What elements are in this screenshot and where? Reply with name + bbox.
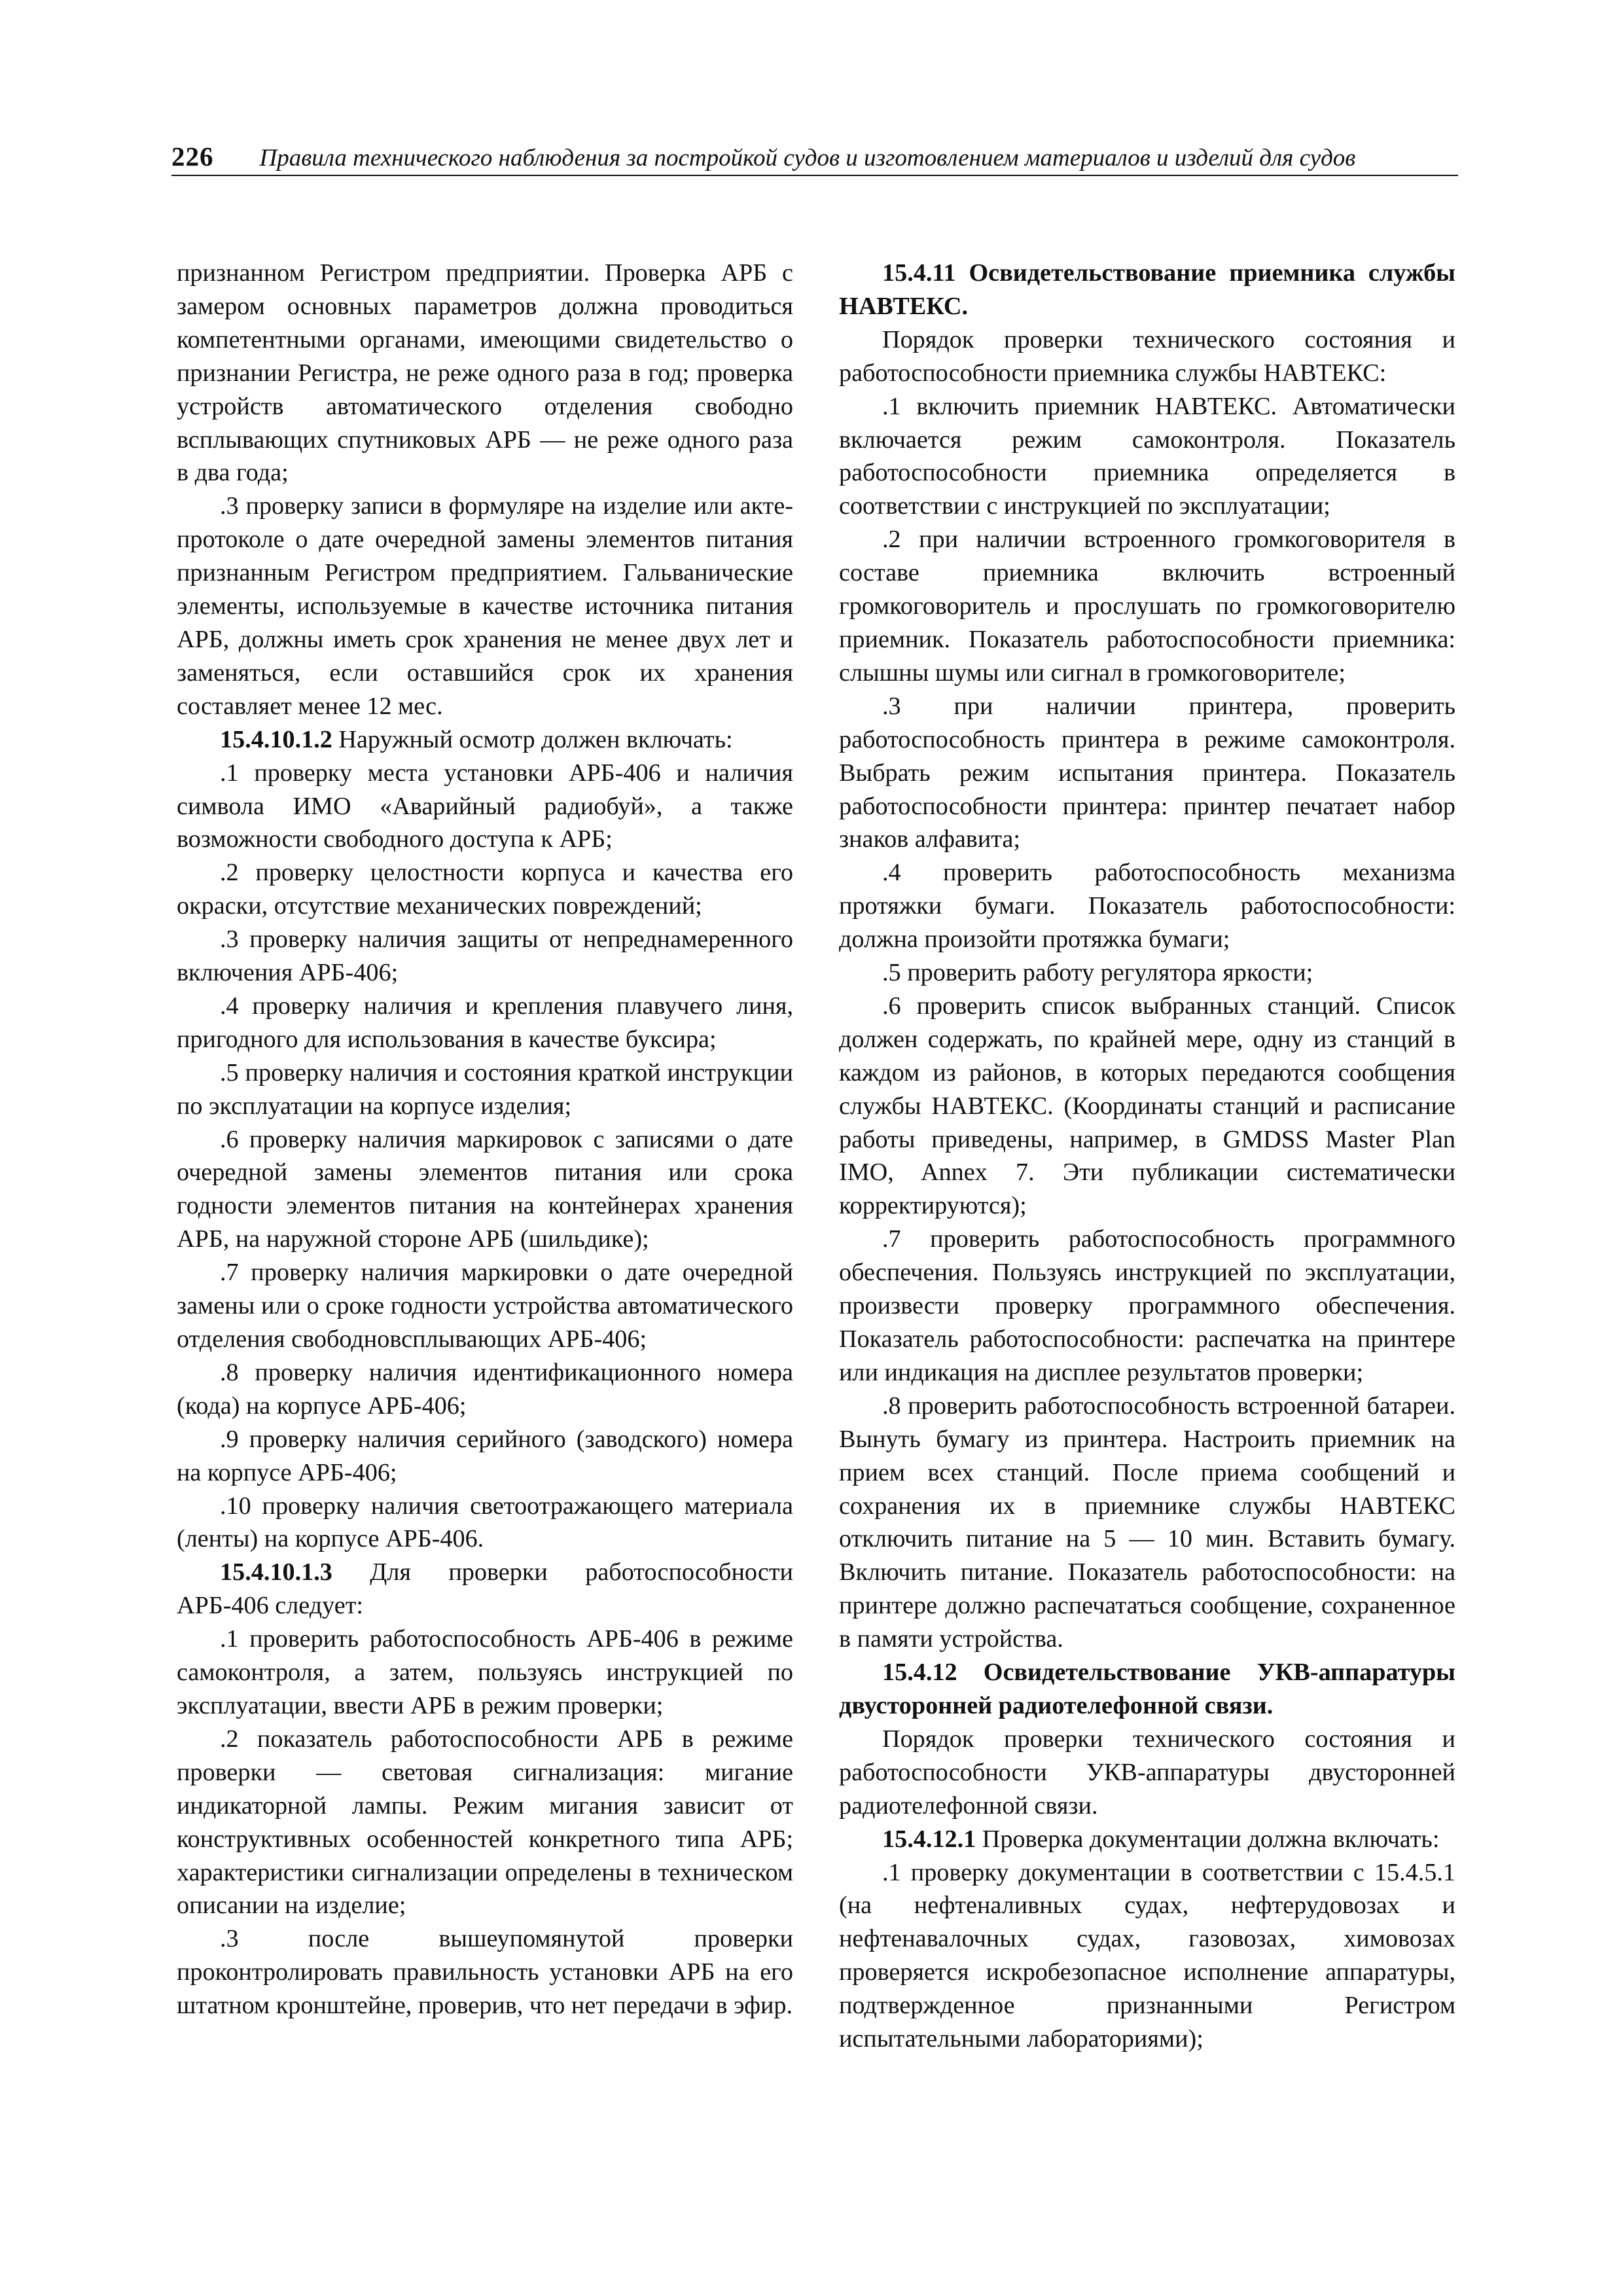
paragraph: .3 при наличии принтера, проверить работоспособность принтера в режиме самоконтроля. Выбрать режим испытания принтера. Показатель работоспособности принтера: принтер печатает набор знаков алфавита; xyxy=(839,692,1455,853)
paragraph: .1 включить приемник НАВТЕКС. Автоматически включается режим самоконтроля. Показатель работоспособности приемника определяется в соответствии с инструкцией по эксплуатации; xyxy=(839,392,1455,520)
running-title: Правила технического наблюдения за постройкой судов и изготовлением материалов и изделий для судов xyxy=(259,145,1356,171)
paragraph: .6 проверить список выбранных станций. Список должен содержать, по крайней мере, одну из станций в каждом из районов, в которых передаются сообщения службы НАВТЕКС. (Координаты станций и расписание работы приведены, например, в GMDSS Master Plan IMO, Annex 7. Эти публикации систематически корректируются); xyxy=(839,992,1455,1220)
paragraph: Порядок проверки технического состояния и работоспособности УКВ-аппаратуры двусторонней радиотелефонной связи. xyxy=(839,1725,1455,1820)
paragraph: .4 проверить работоспособность механизма протяжки бумаги. Показатель работоспособности: должна произойти протяжка бумаги; xyxy=(839,859,1455,954)
section-heading-text: 15.4.11 Освидетельствование приемника службы НАВТЕКС. xyxy=(839,259,1455,320)
paragraph: .6 проверку наличия маркировок с записями о дате очередной замены элементов питания или срока годности элементов питания на контейнерах хранения АРБ, на наружной стороне АРБ (шильдике); xyxy=(177,1125,793,1253)
paragraph: .2 при наличии встроенного громкоговорителя в составе приемника включить встроенный громкоговоритель и прослушать по громкоговорителю приемник. Показатель работоспособности приемника: слышны шумы или сигнал в громкоговорителе; xyxy=(839,526,1455,687)
paragraph: .5 проверить работу регулятора яркости; xyxy=(882,959,1313,987)
paragraph: .3 проверку наличия защиты от непреднамеренного включения АРБ-406; xyxy=(177,925,793,987)
paragraph: признанном Регистром предприятии. Проверка АРБ с замером основных параметров должна проводиться компетентными органами, имеющими свидетельство о признании Регистра, не реже одного раза в год; проверка устройств автоматического отделения свободно всплывающих спутниковых АРБ — не реже одного раза в два года; xyxy=(177,259,793,487)
paragraph: .1 проверку документации в соответствии с 15.4.5.1 (на нефтеналивных судах, нефтерудовозах и нефтенавалочных судах, газовозах, химовозах проверяется искробезопасное исполнение аппаратуры, подтвержденное признанными Регистром испытательными лабораториями); xyxy=(839,1858,1455,2053)
paragraph xyxy=(177,1556,793,1623)
clause-number: 15.4.12.1 xyxy=(882,1825,976,1853)
paragraph: .8 проверить работоспособность встроенной батареи. Вынуть бумагу из принтера. Настроить приемник на прием всех станций. После приема сообщений и сохранения их в приемнике службы НАВТЕКС отключить питание на 5 — 10 мин. Вставить бумагу. Включить питание. Показатель работоспособности: на принтере должно распечататься сообщение, сохраненное в памяти устройства. xyxy=(839,1391,1455,1653)
clause-text: Для проверки работоспособности АРБ-406 следует: xyxy=(177,1558,793,1620)
paragraph: .10 проверку наличия светоотражающего материала (ленты) на корпусе АРБ-406. xyxy=(177,1492,793,1553)
right-column xyxy=(839,257,1455,2056)
section-heading xyxy=(839,257,1455,323)
paragraph: .9 проверку наличия серийного (заводского) номера на корпусе АРБ-406; xyxy=(177,1425,793,1486)
paragraph: .4 проверку наличия и крепления плавучего линя, пригодного для использования в качестве буксира; xyxy=(177,992,793,1053)
left-column xyxy=(177,257,793,2022)
clause-text: Наружный осмотр должен включать: xyxy=(332,725,733,753)
paragraph: .5 проверку наличия и состояния краткой инструкции по эксплуатации на корпусе изделия; xyxy=(177,1058,793,1120)
paragraph: .8 проверку наличия идентификационного номера (кода) на корпусе АРБ-406; xyxy=(177,1358,793,1420)
paragraph xyxy=(177,723,793,757)
paragraph: Порядок проверки технического состояния и работоспособности приемника службы НАВТЕКС: xyxy=(839,325,1455,387)
clause-number: 15.4.10.1.3 xyxy=(220,1558,332,1587)
page-header xyxy=(171,141,1458,176)
paragraph xyxy=(839,1823,1455,1856)
clause-number: 15.4.10.1.2 xyxy=(220,725,332,753)
paragraph: .7 проверить работоспособность программного обеспечения. Пользуясь инструкцией по эксплуатации, произвести проверку программного обеспечения. Показатель работоспособности: распечатка на принтере или индикация на дисплее результатов проверки; xyxy=(839,1225,1455,1386)
clause-text: Проверка документации должна включать: xyxy=(976,1825,1440,1853)
section-heading xyxy=(839,1656,1455,1723)
paragraph: .1 проверку места установки АРБ-406 и наличия символа ИМО «Аварийный радиобуй», а также возможности свободного доступа к АРБ; xyxy=(177,759,793,853)
paragraph: .7 проверку наличия маркировки о дате очередной замены или о сроке годности устройства автоматического отделения свободновсплывающих АРБ-406; xyxy=(177,1259,793,1353)
page-number: 226 xyxy=(171,141,214,171)
section-heading-text: 15.4.12 Освидетельствование УКВ-аппаратуры двусторонней радиотелефонной связи. xyxy=(839,1659,1455,1719)
paragraph: .2 показатель работоспособности АРБ в режиме проверки — световая сигнализация: мигание индикаторной лампы. Режим мигания зависит от конструктивных особенностей конкретного типа АРБ; характеристики сигнализации определены в техническом описании на изделие; xyxy=(177,1725,793,1920)
paragraph: .3 проверку записи в формуляре на изделие или акте-протоколе о дате очередной замены элементов питания признанным Регистром предприятием. Гальванические элементы, используемые в качестве источника питания АРБ, должны иметь срок хранения не менее двух лет и заменяться, если оставшийся срок их хранения составляет менее 12 мес. xyxy=(177,492,793,720)
paragraph: .1 проверить работоспособность АРБ-406 в режиме самоконтроля, а затем, пользуясь инструкцией по эксплуатации, ввести АРБ в режим проверки; xyxy=(177,1625,793,1719)
paragraph: .3 после вышеупомянутой проверки проконтролировать правильность установки АРБ на его штатном кронштейне, проверив, что нет передачи в эфир. xyxy=(177,1925,793,2020)
paragraph: .2 проверку целостности корпуса и качества его окраски, отсутствие механических повреждений; xyxy=(177,859,793,920)
